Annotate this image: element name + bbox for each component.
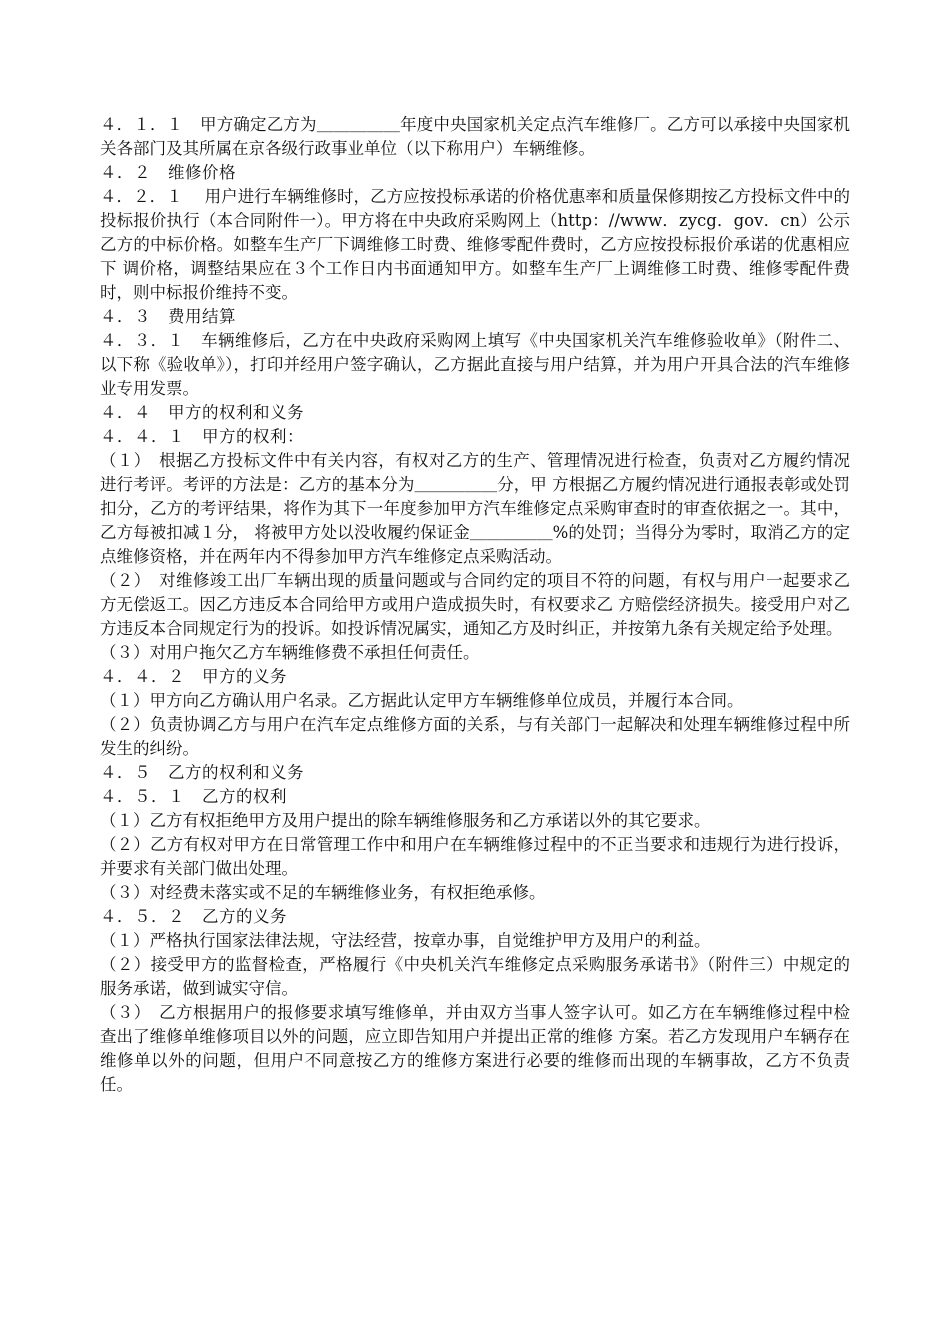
heading-4-2: ４．２ 维修价格	[100, 163, 236, 182]
clause-4-1-1: ４．１．１ 甲方确定乙方为＿＿＿＿＿年度中央国家机关定点汽车维修厂。乙方可以承接中央国家机关各部门及其所属在京各级行政事业单位（以下称用户）车辆维修。	[100, 115, 850, 158]
heading-4-4: ４．４ 甲方的权利和义务	[100, 403, 304, 422]
item-4-5-2-2: （２）接受甲方的监督检查，严格履行《中央机关汽车维修定点采购服务承诺书》（附件三）中规定的服务承诺，做到诚实守信。	[100, 955, 850, 998]
item-4-4-1-1: （１） 根据乙方投标文件中有关内容，有权对乙方的生产、管理情况进行检查，负责对乙方履约情况进行考评。考评的方法是：乙方的基本分为＿＿＿＿＿分，甲 方根据乙方履约情况进行通报表彰或处罚扣分，乙方的考评结果，将作为其下一年度参加甲方汽车维修定点采购审查时的审查依据之一。其中，乙方每被扣减１分， 将被甲方处以没收履约保证金＿＿＿＿＿%的处罚；当得分为零时，取消乙方的定点维修资格，并在两年内不得参加甲方汽车维修定点采购活动。	[100, 451, 850, 566]
heading-4-5: ４．５ 乙方的权利和义务	[100, 763, 304, 782]
item-4-4-2-2: （２）负责协调乙方与用户在汽车定点维修方面的关系，与有关部门一起解决和处理车辆维修过程中所发生的纠纷。	[100, 715, 850, 758]
heading-4-5-1: ４．５．１ 乙方的权利	[100, 787, 287, 806]
item-4-5-2-3: （３） 乙方根据用户的报修要求填写维修单，并由双方当事人签字认可。如乙方在车辆维修过程中检查出了维修单维修项目以外的问题，应立即告知用户并提出正常的维修 方案。若乙方发现用户车辆存在维修单以外的问题，但用户不同意按乙方的维修方案进行必要的维修而出现的车辆事故，乙方不负责任。	[100, 1003, 850, 1094]
heading-4-5-2: ４．５．２ 乙方的义务	[100, 907, 287, 926]
heading-4-4-1: ４．４．１ 甲方的权利：	[100, 427, 304, 446]
item-4-5-1-3: （３）对经费未落实或不足的车辆维修业务，有权拒绝承修。	[100, 883, 546, 902]
item-4-5-1-1: （１）乙方有权拒绝甲方及用户提出的除车辆维修服务和乙方承诺以外的其它要求。	[100, 811, 711, 830]
item-4-5-2-1: （１）严格执行国家法律法规，守法经营，按章办事，自觉维护甲方及用户的利益。	[100, 931, 711, 950]
item-4-5-1-2: （２）乙方有权对甲方在日常管理工作中和用户在车辆维修过程中的不正当要求和违规行为进行投诉，并要求有关部门做出处理。	[100, 835, 850, 878]
item-4-4-1-3: （３）对用户拖欠乙方车辆维修费不承担任何责任。	[100, 643, 480, 662]
heading-4-4-2: ４．４．２ 甲方的义务	[100, 667, 287, 686]
item-4-4-1-2: （２） 对维修竣工出厂车辆出现的质量问题或与合同约定的项目不符的问题，有权与用户一起要求乙方无偿返工。因乙方违反本合同给甲方或用户造成损失时，有权要求乙 方赔偿经济损失。接受用户对乙方违反本合同规定行为的投诉。如投诉情况属实，通知乙方及时纠正，并按第九条有关规定给予处理。	[100, 571, 850, 638]
contract-page	[100, 113, 850, 1097]
clause-4-2-1: ４．２．１ 用户进行车辆维修时，乙方应按投标承诺的价格优惠率和质量保修期按乙方投标文件中的投标报价执行（本合同附件一）。甲方将在中央政府采购网上（http：//www．zycg．gov．cn）公示乙方的中标价格。如整车生产厂下调维修工时费、维修零配件费时，乙方应按投标报价承诺的优惠相应下 调价格，调整结果应在３个工作日内书面通知甲方。如整车生产厂上调维修工时费、维修零配件费时，则中标报价维持不变。	[100, 187, 850, 302]
item-4-4-2-1: （１）甲方向乙方确认用户名录。乙方据此认定甲方车辆维修单位成员，并履行本合同。	[100, 691, 744, 710]
heading-4-3: ４．３ 费用结算	[100, 307, 236, 326]
clause-4-3-1: ４．３．１ 车辆维修后，乙方在中央政府采购网上填写《中央国家机关汽车维修验收单》（附件二、以下称《验收单》），打印并经用户签字确认，乙方据此直接与用户结算，并为用户开具合法的汽车维修业专用发票。	[100, 331, 850, 398]
